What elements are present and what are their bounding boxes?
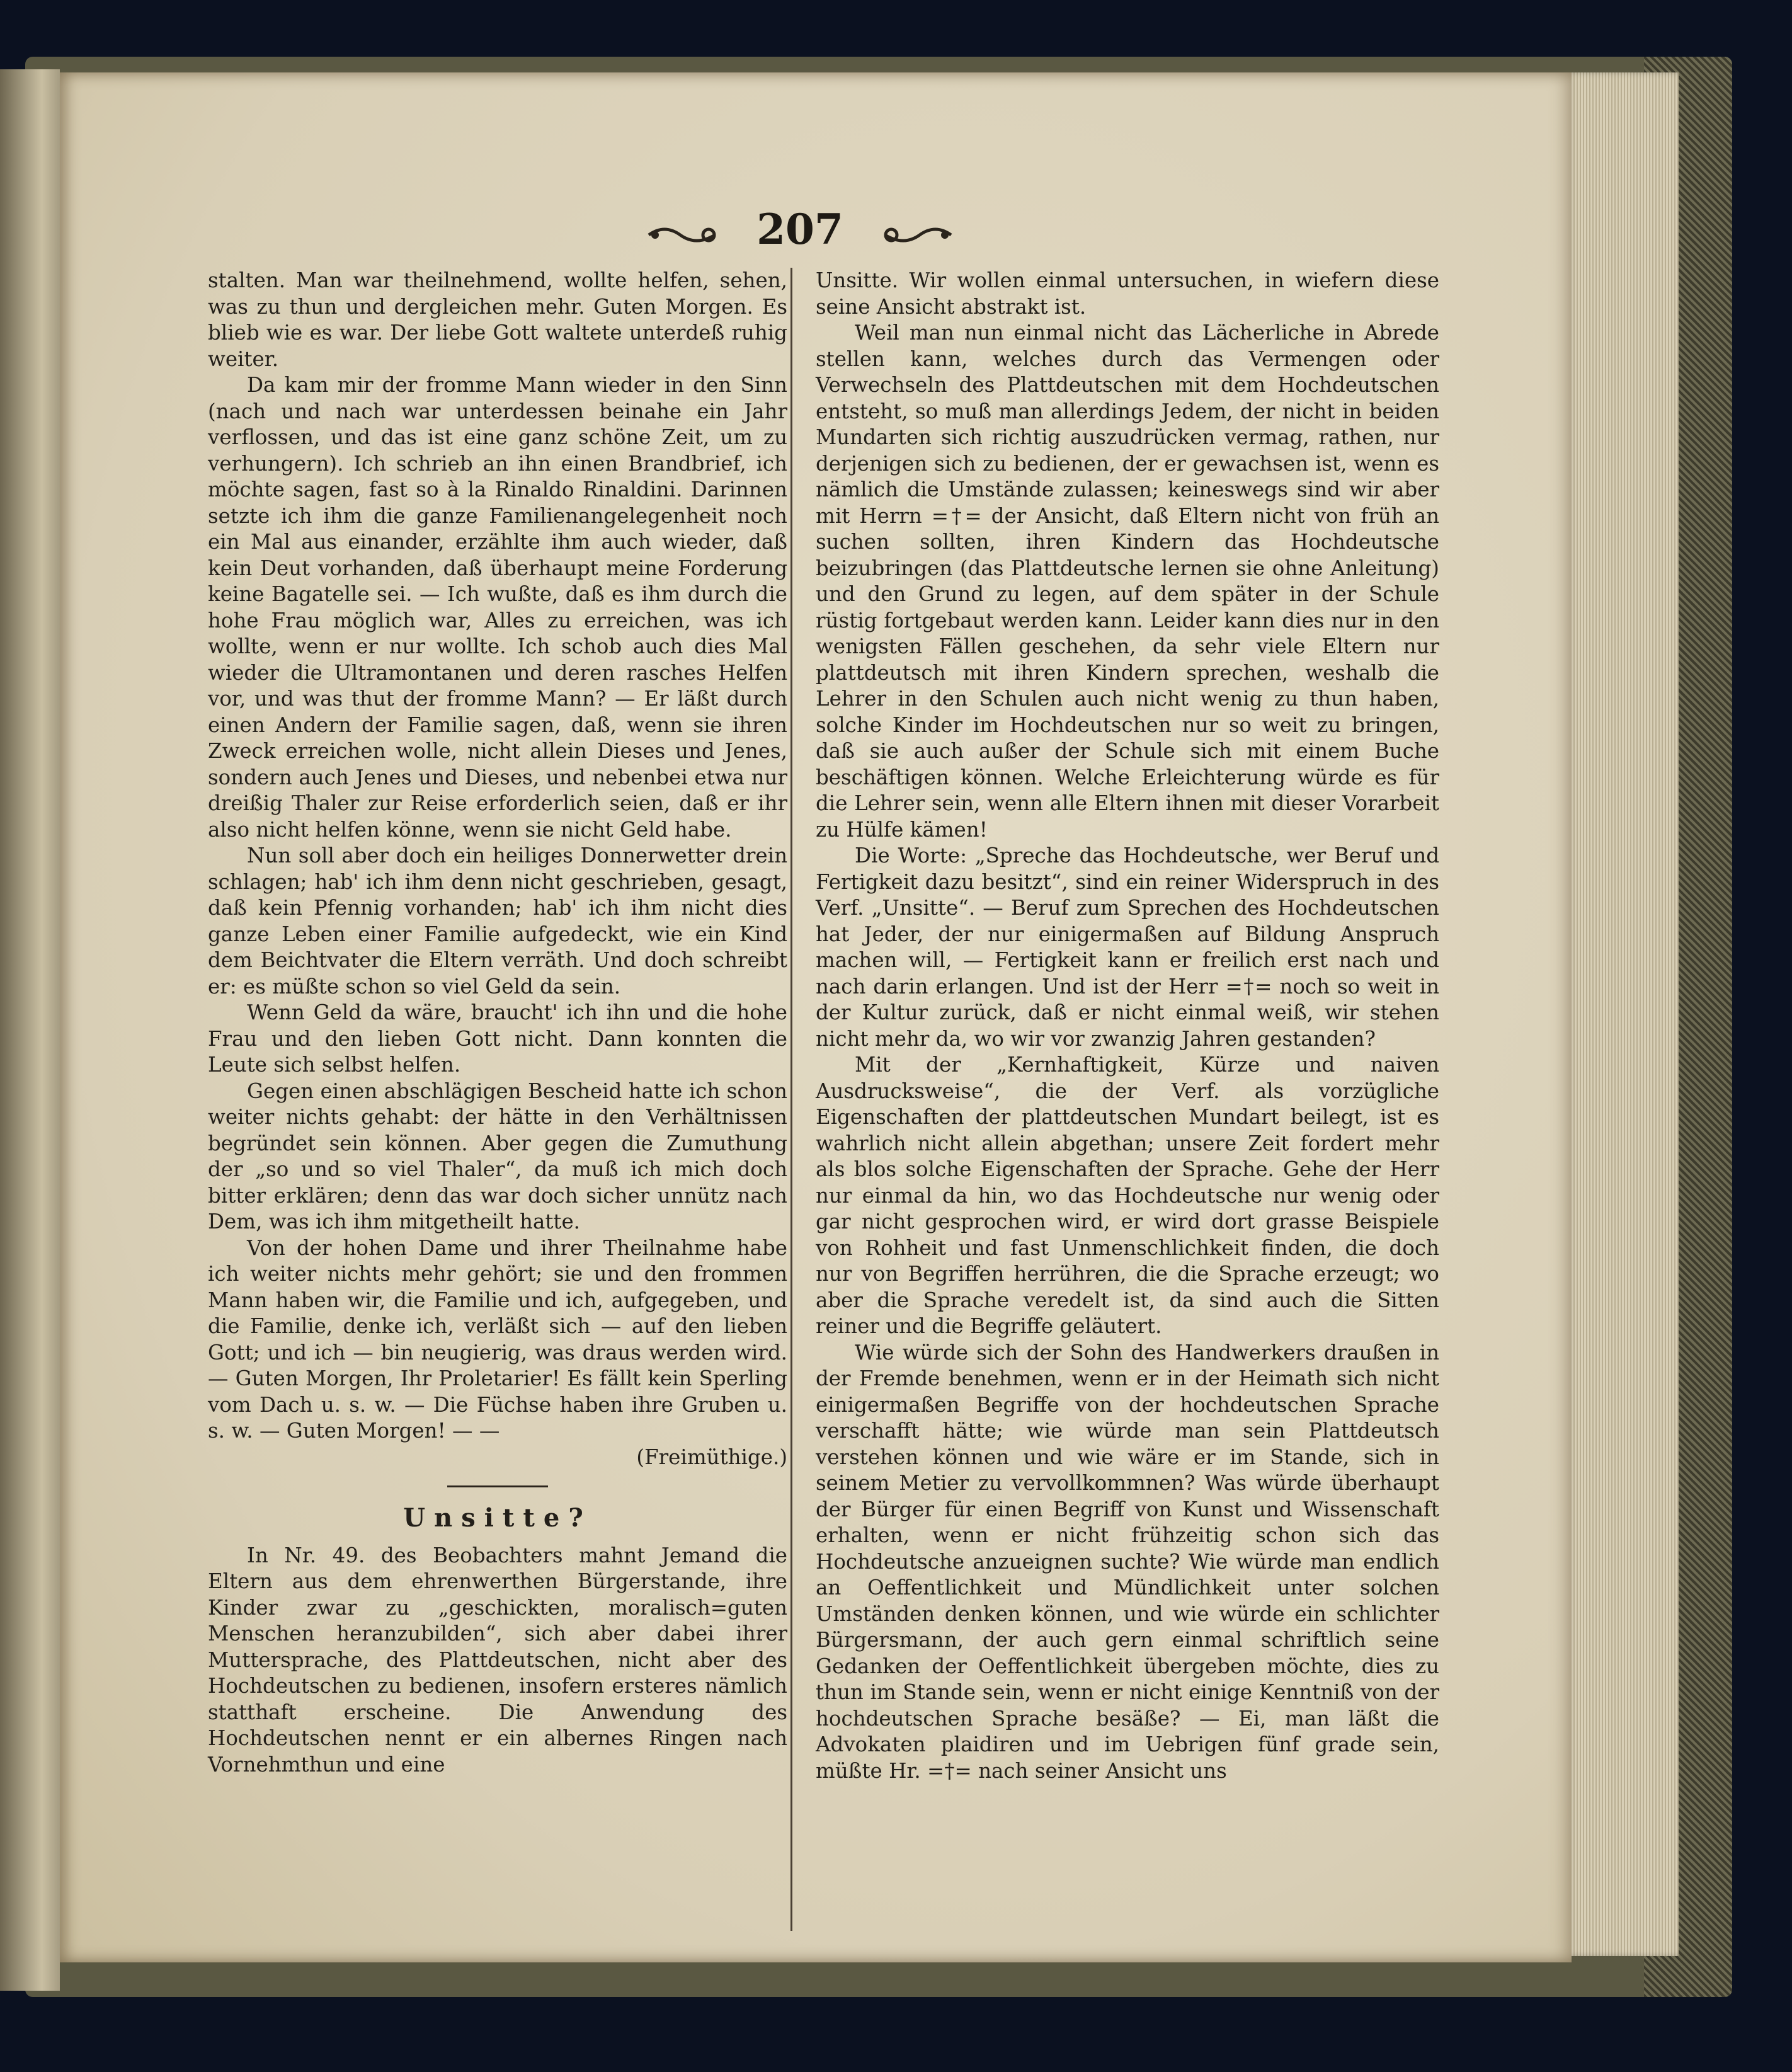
source-attribution: (Freimüthige.)	[636, 1445, 787, 1469]
right-column	[816, 268, 1439, 1784]
paragraph: Weil man nun einmal nicht das Lächerliche in Abrede stellen kann, welches durch das Vermengen oder Verwechseln des Plattdeutschen mit dem Hochdeutschen entsteht, so muß man allerdings Jedem, der nicht in beiden Mundarten sich richtig auszudrücken vermag, rathen, nur derjenigen sich zu bedienen, der er gewachsen ist, wenn es nämlich die Umstände zulassen; keineswegs sind wir aber mit Herrn =†= der Ansicht, daß Eltern nicht von früh an suchen sollten, ihren Kindern das Hochdeutsche beizubringen (das Plattdeutsche lernen sie ohne Anleitung) und den Grund zu legen, auf dem später in der Schule rüstig fortgebaut werden kann. Leider kann dies nur in den wenigsten Fällen geschehen, da sehr viele Eltern nur plattdeutsch mit ihren Kindern sprechen, weshalb die Lehrer in den Schulen auch nicht wenig zu thun haben, solche Kinder im Hochdeutschen nur so weit zu bringen, daß sie auch außer der Schule sich mit einem Buche beschäftigen können. Welche Erleichterung würde es für die Lehrer sein, wenn alle Eltern ihnen mit dieser Vorarbeit zu Hülfe kämen!	[816, 321, 1439, 842]
paragraph: Nun soll aber doch ein heiliges Donnerwetter drein schlagen; hab' ich ihm denn nicht geschrieben, gesagt, daß kein Pfennig vorhanden; hab' ich ihm nicht dies ganze Leben einer Familie aufgedeckt, wie ein Kind dem Beichtvater die Eltern verräth. Und doch schreibt er: es müßte schon so viel Geld da sein.	[208, 844, 787, 999]
ornament-flourish-icon	[879, 222, 954, 250]
page-block-edge	[1565, 72, 1679, 1956]
paragraph: Wie würde sich der Sohn des Handwerkers draußen in der Fremde benehmen, wenn er in der Heimath sich nicht einigermaßen Begriffe von der hochdeutschen Sprache verschafft hätte; wie würde man sein Plattdeutsch verstehen können und wie wäre er im Stande, sich in seinem Metier zu vervollkommnen? Was würde überhaupt der Bürger für einen Begriff von Kunst und Wissenschaft erhalten, wenn er nicht frühzeitig schon sich das Hochdeutsche anzueignen suchte? Wie würde man endlich an Oeffentlichkeit und Mündlichkeit unter solchen Umständen denken können, und wie würde ein schlichter Bürgersmann, der auch gern einmal schriftlich seine Gedanken der Oeffentlichkeit übergeben möchte, dies zu thun im Stande sein, wenn er nicht einige Kenntniß von der hochdeutschen Sprache besäße? — Ei, man läßt die Advokaten plaidiren und im Uebrigen fünf grade sein, müßte Hr. =†= nach seiner Ansicht uns	[816, 1340, 1439, 1783]
page-number: 207	[756, 205, 843, 254]
paragraph: Gegen einen abschlägigen Bescheid hatte ich schon weiter nichts gehabt: der hätte in den Verhältnissen begründet sein können. Aber gegen die Zumuthung der „so und so viel Thaler“, da muß ich mich doch bitter erklären; denn das war doch sicher unnütz nach Dem, was ich ihm mitgetheilt hatte.	[208, 1079, 787, 1233]
column-divider	[790, 268, 792, 1931]
previous-page-edge	[0, 69, 60, 1991]
ornament-flourish-icon	[646, 222, 721, 250]
paragraph: Die Worte: „Spreche das Hochdeutsche, wer Beruf und Fertigkeit dazu besitzt“, sind ein reiner Widerspruch in des Verf. „Unsitte“. — Beruf zum Sprechen des Hochdeutschen hat Jeder, der nur einigermaßen auf Bildung Anspruch machen will, — Fertigkeit kann er freilich erst nach und nach darin erlangen. Und ist der Herr =†= noch so weit in der Kultur zurück, daß er nicht einmal weiß, wir stehen nicht mehr da, wo wir vor zwanzig Jahren gestanden?	[816, 844, 1439, 1051]
paragraph: Mit der „Kernhaftigkeit, Kürze und naiven Ausdrucksweise“, die der Verf. als vorzügliche Eigenschaften der plattdeutschen Mundart beilegt, ist es wahrlich nicht allein abgethan; unsere Zeit fordert mehr als blos solche Eigenschaften der Sprache. Gehe der Herr nur einmal da hin, wo das Hochdeutsche nur wenig oder gar nicht gesprochen wird, er wird dort grasse Beispiele von Rohheit und fast Unmenschlichkeit finden, die doch nur von Begriffen herrühren, die die Sprache erzeugt; wo aber die Sprache veredelt ist, da sind auch die Sitten reiner und die Begriffe geläutert.	[816, 1053, 1439, 1338]
section-title: Unsitte?	[403, 1503, 592, 1533]
section-divider	[447, 1485, 548, 1487]
paragraph: Da kam mir der fromme Mann wieder in den Sinn (nach und nach war unterdessen beinahe ein Jahr verflossen, und das ist eine ganz schöne Zeit, um zu verhungern). Ich schrieb an ihn einen Brandbrief, ich möchte sagen, fast so à la Rinaldo Rinaldini. Darinnen setzte ich ihm die ganze Familienangelegenheit noch ein Mal aus einander, erzählte ihm auch wieder, daß kein Deut vorhanden, daß überhaupt meine Forderung keine Bagatelle sei. — Ich wußte, daß es ihm durch die hohe Frau möglich war, Alles zu erreichen, was ich wollte, wenn er nur wollte. Ich schob auch dies Mal wieder die Ultramontanen und deren rasches Helfen vor, und was thut der fromme Mann? — Er läßt durch einen Andern der Familie sagen, daß, wenn sie ihren Zweck erreichen wolle, nicht allein Dieses und Jenes, sondern auch Jenes und Dieses, und nebenbei etwa nur dreißig Thaler zur Reise erforderlich seien, daß er ihr also nicht helfen könne, wenn sie nicht Geld habe.	[208, 373, 787, 842]
paragraph: Von der hohen Dame und ihrer Theilnahme habe ich weiter nichts mehr gehört; sie und den frommen Mann haben wir, die Familie und ich, aufgegeben, und die Familie, denke ich, verläßt sich — auf den lieben Gott; und ich — bin neugierig, was draus werden wird. — Guten Morgen, Ihr Proletarier! Es fällt kein Sperling vom Dach u. s. w. — Die Füchse haben ihre Gruben u. s. w. — Guten Morgen! — —	[208, 1235, 787, 1443]
paragraph: Unsitte. Wir wollen einmal untersuchen, in wiefern diese seine Ansicht abstrakt ist.	[816, 268, 1439, 319]
paragraph: In Nr. 49. des Beobachters mahnt Jemand die Eltern aus dem ehrenwerthen Bürgerstande, ihre Kinder zwar zu „geschickten, moralisch=guten Menschen heranzubilden“, sich aber dabei ihrer Muttersprache, des Plattdeutschen, nicht aber des Hochdeutschen zu bedienen, insofern ersteres nämlich statthaft erscheine. Die Anwendung des Hochdeutschen nennt er ein albernes Ringen nach Vornehmthun und eine	[208, 1543, 787, 1777]
page-header	[60, 205, 1572, 261]
paragraph: stalten. Man war theilnehmend, wollte helfen, sehen, was zu thun und dergleichen mehr. Guten Morgen. Es blieb wie es war. Der liebe Gott waltete unterdeß ruhig weiter.	[208, 268, 787, 371]
paragraph: Wenn Geld da wäre, braucht' ich ihn und die hohe Frau und den lieben Gott nicht. Dann konnten die Leute sich selbst helfen.	[208, 1000, 787, 1077]
book-page	[60, 72, 1572, 1962]
left-column	[208, 268, 787, 1778]
